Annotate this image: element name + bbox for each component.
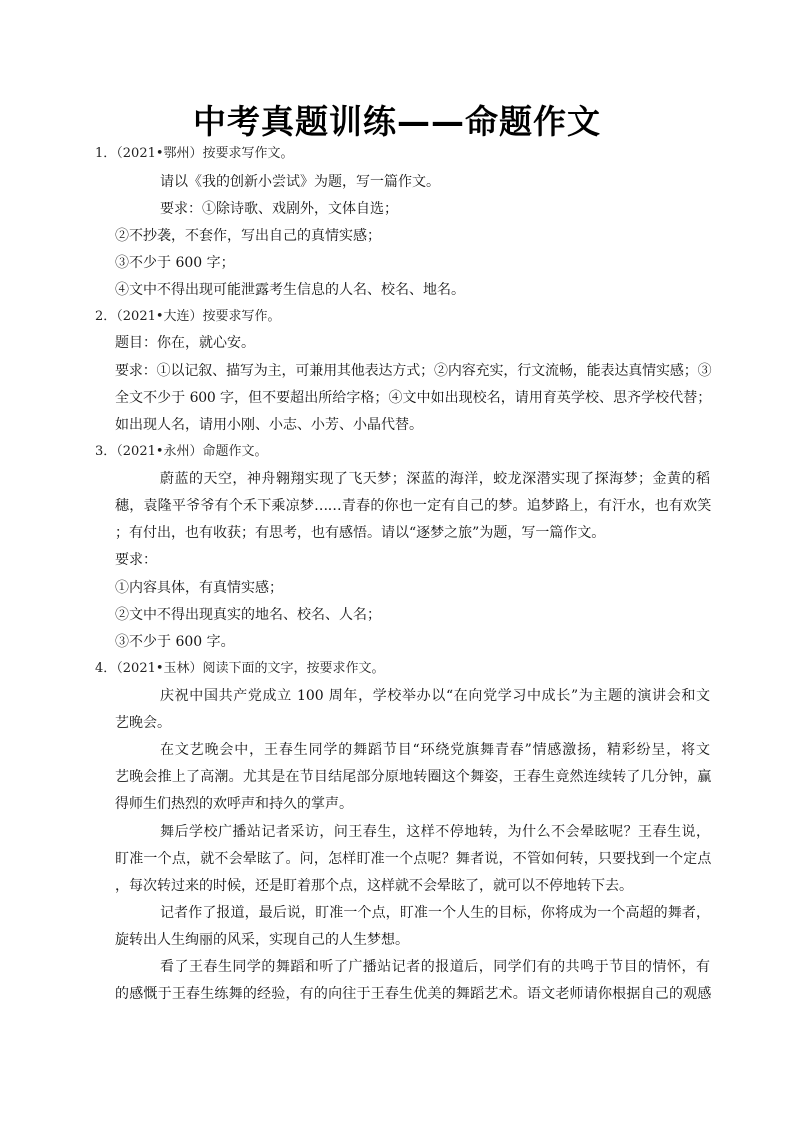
text-line: 全文不少于 600 字，但不要超出所给字格；④文中如出现校名，请用育英学校、思齐学校代替； — [115, 390, 711, 406]
text-line: 要求： — [115, 552, 157, 568]
text-line: 得师生们热烈的欢呼声和持久的掌声。 — [115, 796, 353, 812]
text-line: 记者作了报道，最后说，盯准一个点，盯准一个人生的目标，你将成为一个高超的舞者， — [160, 905, 710, 921]
text-line: 舞后学校广播站记者采访，问王春生，这样不停地转，为什么不会晕眩呢？王春生说， — [160, 824, 710, 840]
text-line: ③不少于 600 字； — [115, 255, 235, 271]
text-line: ①内容具体，有真情实感； — [115, 580, 283, 596]
text-line: 看了王春生同学的舞蹈和听了广播站记者的报道后，同学们有的共鸣于节目的情怀，有 — [160, 959, 710, 975]
page-title: 中考真题训练——命题作文 — [193, 102, 601, 141]
text-line: ，每次转过来的时候，还是盯着那个点，这样就不会晕眩了，就可以不停地转下去。 — [115, 878, 633, 894]
text-line: 的感慨于王春生练舞的经验，有的向往于王春生优美的舞蹈艺术。语文老师请你根据自己的观感 — [115, 986, 711, 1002]
text-line: 庆祝中国共产党成立 100 周年，学校举办以“在向党学习中成长”为主题的演讲会和文 — [160, 688, 710, 704]
text-line: 如出现人名，请用小刚、小志、小芳、小晶代替。 — [115, 417, 423, 433]
text-line: 要求：①以记叙、描写为主，可兼用其他表达方式；②内容充实，行文流畅，能表达真情实感；③ — [115, 363, 711, 379]
question-header: 3．（2021•永州）命题作文。 — [95, 444, 268, 459]
question-header: 2．（2021•大连）按要求写作。 — [95, 309, 281, 324]
question-header: 4．（2021•玉林）阅读下面的文字，按要求作文。 — [95, 661, 385, 676]
text-line: 要求：①除诗歌、戏剧外，文体自选； — [160, 201, 398, 217]
text-line: ④文中不得出现可能泄露考生信息的人名、校名、地名。 — [115, 282, 465, 298]
text-line: 题目：你在，就心安。 — [115, 335, 255, 351]
text-line: ②不抄袭，不套作，写出自己的真情实感； — [115, 228, 381, 244]
text-line: 蔚蓝的天空，神舟翱翔实现了飞天梦；深蓝的海洋，蛟龙深潜实现了探海梦；金黄的稻 — [160, 471, 710, 487]
question-header: 1．（2021•鄂州）按要求写作文。 — [95, 146, 294, 161]
text-line: 盯准一个点，就不会晕眩了。问，怎样盯准一个点呢？舞者说，不管如何转，只要找到一个定点 — [115, 851, 711, 867]
text-line: ③不少于 600 字。 — [115, 634, 235, 650]
text-line: 艺晚会推上了高潮。尤其是在节目结尾部分原地转圈这个舞姿，王春生竟然连续转了几分钟，赢 — [115, 769, 711, 785]
text-line: ；有付出，也有收获；有思考，也有感悟。请以“逐梦之旅”为题，写一篇作文。 — [115, 525, 606, 541]
text-line: 在文艺晚会中，王春生同学的舞蹈节目“环绕党旗舞青春”情感激扬，精彩纷呈，将文 — [160, 742, 710, 758]
text-line: 旋转出人生绚丽的风采，实现自己的人生梦想。 — [115, 932, 409, 948]
text-line: 艺晚会。 — [115, 715, 171, 731]
text-line: 请以《我的创新小尝试》为题，写一篇作文。 — [160, 174, 440, 190]
text-line: ②文中不得出现真实的地名、校名、人名； — [115, 607, 381, 623]
text-line: 穗，袁隆平爷爷有个禾下乘凉梦……青春的你也一定有自己的梦。追梦路上，有汗水，也有欢笑 — [115, 498, 711, 514]
